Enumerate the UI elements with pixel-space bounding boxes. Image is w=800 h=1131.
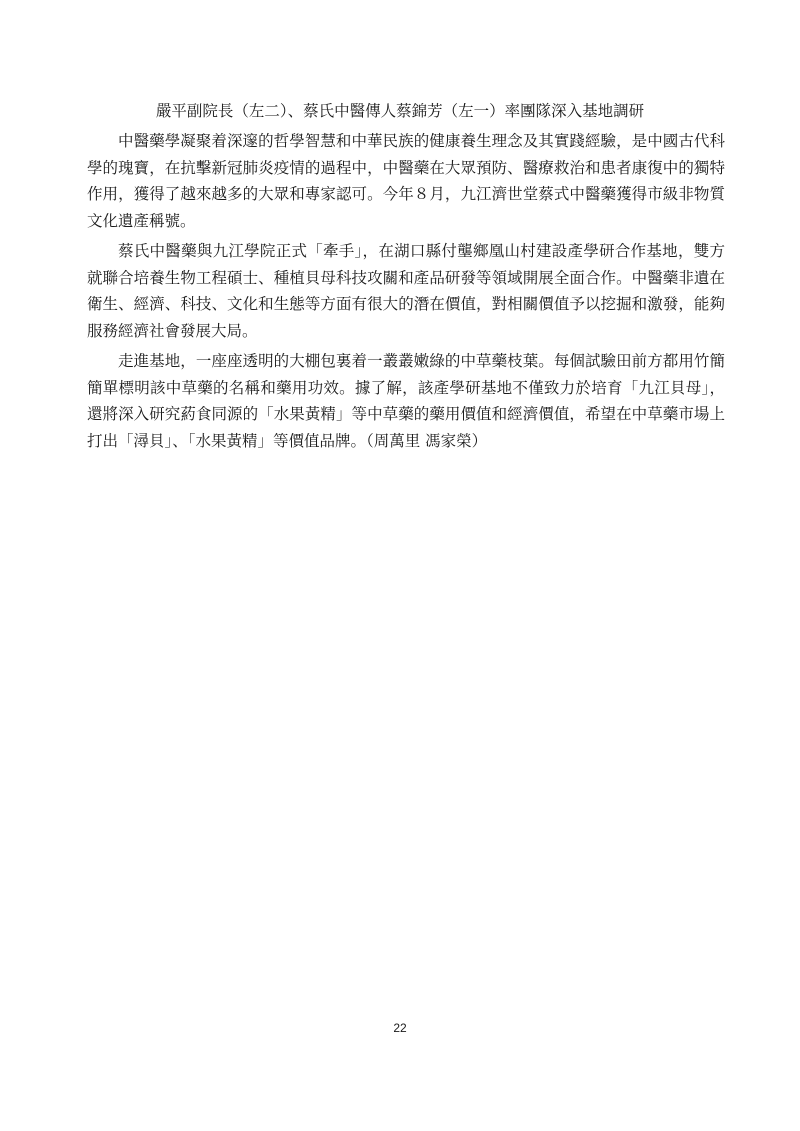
paragraph: 蔡氏中醫藥與九江學院正式「牽手」，在湖口縣付壟鄉凰山村建設產學研合作基地，雙方就聯合培養生物工程碩士、種植貝母科技攻關和產品研發等領域開展全面合作。中醫藥非遺在衛生、經濟、科技、文化和生態等方面有很大的潛在價值，對相關價值予以挖掘和激發，能夠服務經濟社會發展大局。 — [87, 242, 725, 340]
paragraph: 走進基地，一座座透明的大棚包裏着一叢叢嫩綠的中草藥枝葉。每個試驗田前方都用竹簡簡單標明該中草藥的名稱和藥用功效。據了解，該產學研基地不僅致力於培育「九江貝母」，還將深入研究葯食同源的「水果黃精」等中草藥的藥用價值和經濟價值，希望在中草藥市場上打出「潯貝」、「水果黃精」等價值品牌。（周萬里 馮家榮） — [87, 352, 725, 450]
paragraph: 中醫藥學凝聚着深邃的哲學智慧和中華民族的健康養生理念及其實踐經驗，是中國古代科學的瑰寶，在抗擊新冠肺炎疫情的過程中，中醫藥在大眾預防、醫療救治和患者康復中的獨特作用，獲得了越來越多的大眾和專家認可。今年８月，九江濟世堂蔡式中醫藥獲得市級非物質文化遺產稱號。 — [87, 132, 725, 230]
article-body — [87, 128, 725, 458]
page-number: 22 — [393, 1021, 407, 1035]
photo-caption: 嚴平副院長（左二）、蔡氏中醫傳人蔡錦芳（左一）率團隊深入基地調研 — [155, 102, 645, 120]
